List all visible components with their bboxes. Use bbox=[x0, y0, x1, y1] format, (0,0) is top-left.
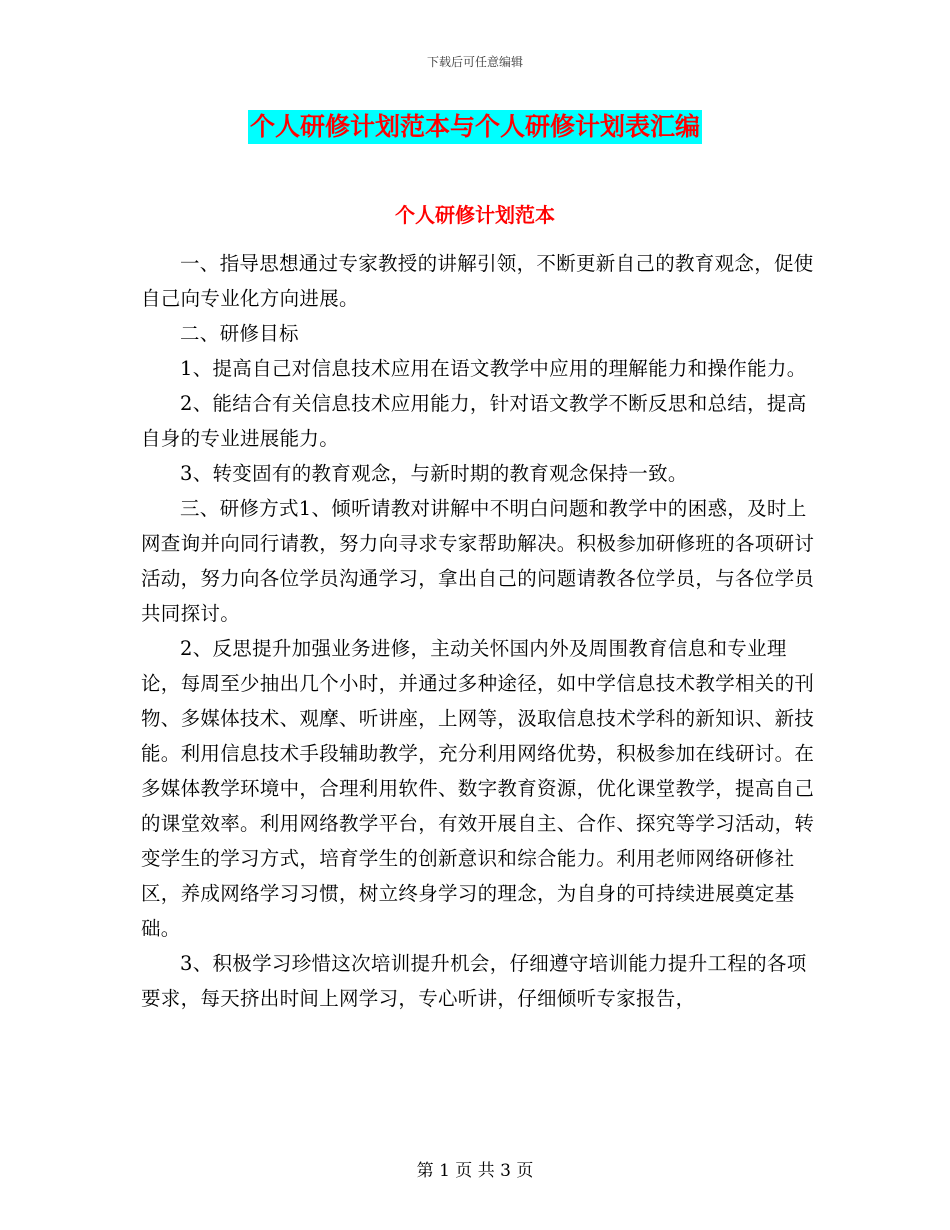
paragraph-goal-2: 2、能结合有关信息技术应用能力，针对语文教学不断反思和总结，提高自身的专业进展能力。 bbox=[141, 392, 807, 450]
page-footer: 第 1 页 共 3 页 bbox=[416, 1161, 534, 1181]
paragraph-goal-3: 3、转变固有的教育观念，与新时期的教育观念保持一致。 bbox=[180, 462, 688, 485]
header-note: 下载后可任意编辑 bbox=[426, 55, 523, 69]
paragraph-goals-heading: 二、研修目标 bbox=[180, 322, 299, 345]
paragraph-method-3: 3、积极学习珍惜这次培训提升机会，仔细遵守培训能力提升工程的各项要求，每天挤出时间上网学习，专心听讲，仔细倾听专家报告， bbox=[141, 952, 807, 1010]
paragraph-goal-1: 1、提高自己对信息技术应用在语文教学中应用的理解能力和操作能力。 bbox=[180, 357, 807, 380]
document-body bbox=[141, 246, 816, 1016]
section-title: 个人研修计划范本 bbox=[395, 203, 555, 227]
main-title-container bbox=[0, 110, 950, 144]
paragraph-method-1: 三、研修方式1、倾听请教对讲解中不明白问题和教学中的困惑，及时上网查询并向同行请教，努力向寻求专家帮助解决。积极参加研修班的各项研讨活动，努力向各位学员沟通学习，拿出自己的问题请教各位学员，与各位学员共同探讨。 bbox=[141, 497, 815, 625]
paragraph-guiding-ideology: 一、指导思想通过专家教授的讲解引领，不断更新自己的教育观念，促使自己向专业化方向进展。 bbox=[141, 252, 814, 310]
paragraph-method-2: 2、反思提升加强业务进修，主动关怀国内外及周围教育信息和专业理论，每周至少抽出几个小时，并通过多种途径，如中学信息技术教学相关的刊物、多媒体技术、观摩、听讲座，上网等，汲取信息技术学科的新知识、新技能。利用信息技术手段辅助教学，充分利用网络优势，积极参加在线研讨。在多媒体教学环境中，合理利用软件、数字教育资源，优化课堂教学，提高自己的课堂效率。利用网络教学平台，有效开展自主、合作、探究等学习活动，转变学生的学习方式，培育学生的创新意识和综合能力。利用老师网络研修社区，养成网络学习习惯，树立终身学习的理念，为自身的可持续进展奠定基础。 bbox=[141, 637, 815, 940]
document-title: 个人研修计划范本与个人研修计划表汇编 bbox=[248, 110, 702, 144]
